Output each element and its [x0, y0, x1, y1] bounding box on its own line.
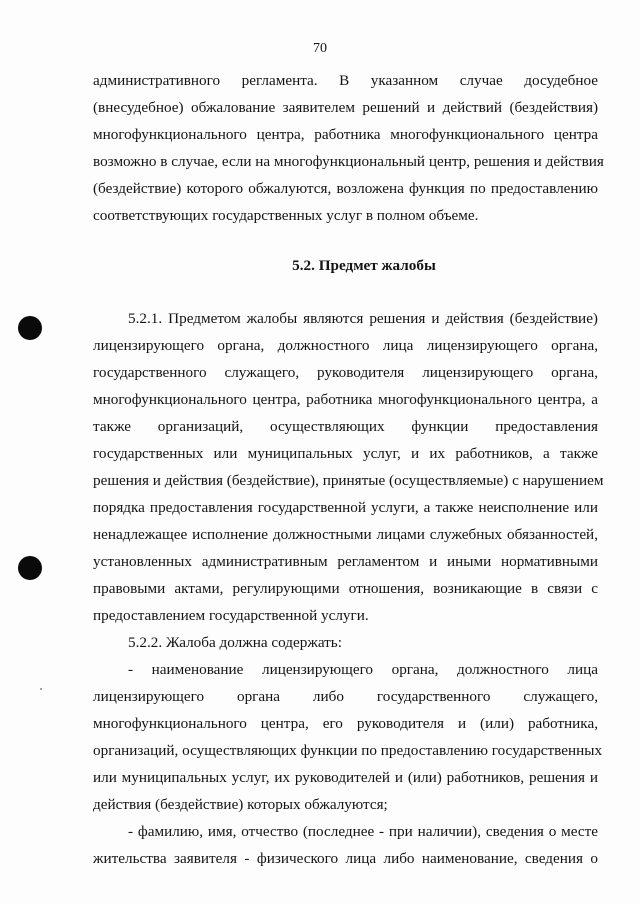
text-line: административного регламента. В указанном случае досудебное: [93, 72, 598, 89]
text-line: 5.2.1. Предметом жалобы являются решения и действия (бездействие): [128, 310, 598, 327]
text-line: порядка предоставления государственной услуги, а также неисполнение или: [93, 499, 598, 516]
text-line: государственных или муниципальных услуг, и их работников, а также: [93, 445, 598, 462]
text-line: (внесудебное) обжалование заявителем решений и действий (бездействия): [93, 99, 598, 116]
punch-hole: [18, 556, 42, 580]
text-line: установленных административным регламентом и иными нормативными: [93, 553, 598, 570]
page-number: 70: [313, 41, 327, 56]
text-line: 5.2.2. Жалоба должна содержать:: [128, 634, 342, 651]
text-line: многофункционального центра, работника многофункционального центра: [93, 126, 598, 143]
scan-speck: [40, 688, 42, 690]
section-heading: 5.2. Предмет жалобы: [292, 257, 436, 274]
text-line: ненадлежащее исполнение должностными лицами служебных обязанностей,: [93, 526, 598, 543]
text-line: возможно в случае, если на многофункциональный центр, решения и действия: [93, 153, 604, 170]
text-line: - фамилию, имя, отчество (последнее - при наличии), сведения о месте: [128, 823, 598, 840]
punch-hole: [18, 316, 42, 340]
text-line: лицензирующего органа либо государственного служащего,: [93, 688, 598, 705]
text-line: предоставлением государственной услуги.: [93, 607, 369, 624]
text-line: лицензирующего органа, должностного лица лицензирующего органа,: [93, 337, 598, 354]
text-line: или муниципальных услуг, их руководителей и (или) работников, решения и: [93, 769, 598, 786]
text-line: также организаций, осуществляющих функции предоставления: [93, 418, 598, 435]
text-line: (бездействие) которого обжалуются, возложена функция по предоставлению: [93, 180, 598, 197]
text-line: правовыми актами, регулирующими отношения, возникающие в связи с: [93, 580, 598, 597]
text-line: - наименование лицензирующего органа, должностного лица: [128, 661, 598, 678]
text-line: организаций, осуществляющих функции по предоставлению государственных: [93, 742, 603, 759]
text-line: соответствующих государственных услуг в полном объеме.: [93, 207, 479, 224]
text-line: жительства заявителя - физического лица либо наименование, сведения о: [93, 850, 598, 867]
text-line: решения и действия (бездействие), принятые (осуществляемые) с нарушением: [93, 472, 604, 489]
text-line: государственного служащего, руководителя лицензирующего органа,: [93, 364, 598, 381]
text-line: действия (бездействие) которых обжалуются;: [93, 796, 388, 813]
text-line: многофункционального центра, работника многофункционального центра, а: [93, 391, 598, 408]
text-line: многофункционального центра, его руководителя и (или) работника,: [93, 715, 598, 732]
